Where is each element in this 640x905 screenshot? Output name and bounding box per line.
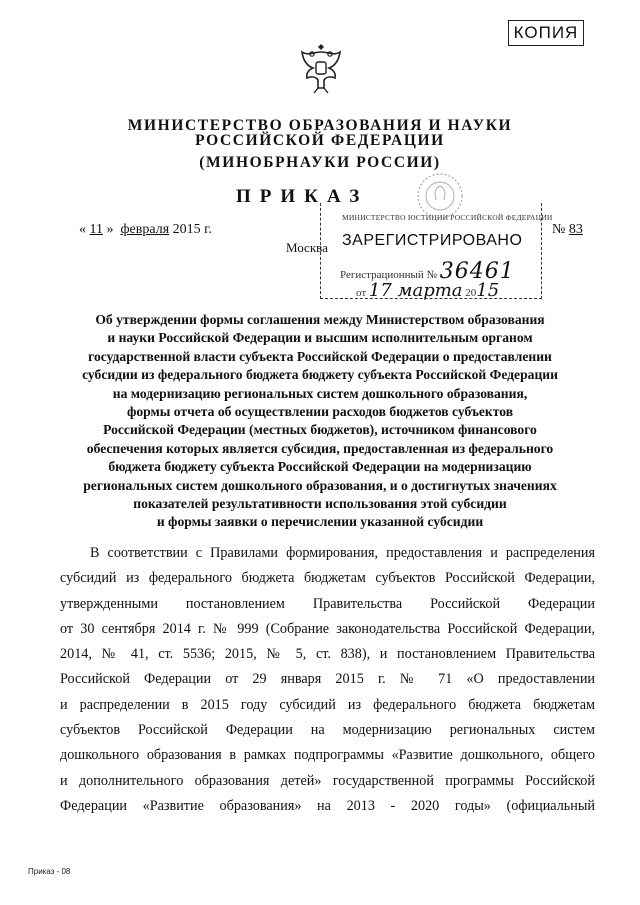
order-number-label: №: [552, 222, 566, 237]
date-open-quote: «: [79, 222, 86, 237]
registration-date-label: от: [356, 287, 367, 299]
subject-line: государственной власти субъекта Российской Федерации о предоставлении: [88, 348, 552, 364]
order-subject: [70, 311, 570, 532]
order-date: [79, 222, 212, 238]
body-line: и дополнительного образования детей» государственной программы Российской: [60, 772, 595, 789]
registration-stamp-title: ЗАРЕГИСТРИРОВАНО: [342, 232, 523, 249]
body-line: от 30 сентября 2014 г. № 999 (Собрание законодательства Российской Федерации,: [60, 620, 595, 637]
registration-year-suffix: 15: [476, 280, 500, 301]
subject-line: Российской Федерации (местных бюджетов), источником финансового: [103, 422, 537, 438]
order-city: Москва: [286, 240, 328, 255]
registration-date: 17 марта: [368, 280, 463, 301]
copy-stamp: КОПИЯ: [508, 20, 584, 46]
order-day: 11: [89, 222, 103, 237]
date-close-quote: »: [106, 222, 114, 237]
subject-line: формы отчета об осуществлении расходов бюджетов субъектов: [126, 404, 514, 420]
footer-code: Приказ - 08: [28, 867, 71, 876]
registration-number: 36461: [439, 259, 515, 284]
body-line: субъектов Российской Федерации на модернизацию региональных систем: [60, 722, 595, 739]
body-line: и распределении в 2015 году субсидий из федерального бюджета бюджетам: [60, 696, 595, 713]
order-number: [552, 222, 583, 238]
body-paragraph: [60, 541, 595, 819]
body-line: 2014, № 41, ст. 5536; 2015, № 5, ст. 838), и постановлением Правительства: [60, 646, 595, 663]
registration-year-prefix: 20: [465, 287, 477, 299]
registration-date-line: [356, 280, 499, 301]
order-number-value: 83: [568, 222, 583, 237]
registration-ministry: МИНИСТЕРСТВО ЮСТИЦИИ РОССИЙСКОЙ ФЕДЕРАЦИИ: [342, 213, 553, 222]
subject-line: Об утверждении формы соглашения между Министерством образования: [95, 312, 545, 327]
russian-emblem-icon: [298, 44, 344, 94]
subject-line: региональных систем дошкольного образования, и о достигнутых значениях: [83, 477, 557, 493]
body-line: субсидий из федерального бюджета бюджетам субъектов Российской Федерации,: [60, 570, 595, 587]
order-month: февраля: [120, 222, 170, 237]
subject-line: и науки Российской Федерации и высшим исполнительным органом: [107, 330, 533, 346]
body-line: утвержденными постановлением Правительства Российской Федерации: [60, 595, 595, 612]
body-line: Федерации «Развитие образования» на 2013 - 2020 годы» (официальный: [60, 797, 595, 814]
ministry-name-line2: РОССИЙСКОЙ ФЕДЕРАЦИИ: [195, 132, 445, 149]
registration-number-label: Регистрационный №: [340, 269, 438, 281]
subject-line: на модернизацию региональных систем дошкольного образования,: [112, 385, 528, 401]
subject-line: субсидии из федерального бюджета бюджету субъекта Российской Федерации: [82, 367, 558, 383]
subject-line: обеспечения которых является субсидия, предоставленная из федерального: [86, 440, 554, 456]
body-line: В соответствии с Правилами формирования, предоставления и распределения: [90, 545, 595, 561]
subject-line: и формы заявки о перечислении указанной субсидии: [156, 514, 484, 530]
ministry-name-line1: МИНИСТЕРСТВО ОБРАЗОВАНИЯ И НАУКИ: [127, 117, 513, 134]
subject-line: показателей результативности использования этой субсидии: [133, 496, 507, 512]
body-line: дошкольного образования в рамках подпрограммы «Развитие дошкольного, общего: [60, 747, 595, 764]
subject-line: бюджета бюджету субъекта Российской Федерации на модернизацию: [108, 459, 532, 475]
order-title: ПРИКАЗ: [236, 186, 369, 207]
order-year: 2015 г.: [172, 222, 212, 237]
body-line: Российской Федерации от 29 января 2015 г. № 71 «О предоставлении: [60, 671, 595, 688]
ministry-abbreviation: (МИНОБРНАУКИ РОССИИ): [199, 154, 441, 171]
